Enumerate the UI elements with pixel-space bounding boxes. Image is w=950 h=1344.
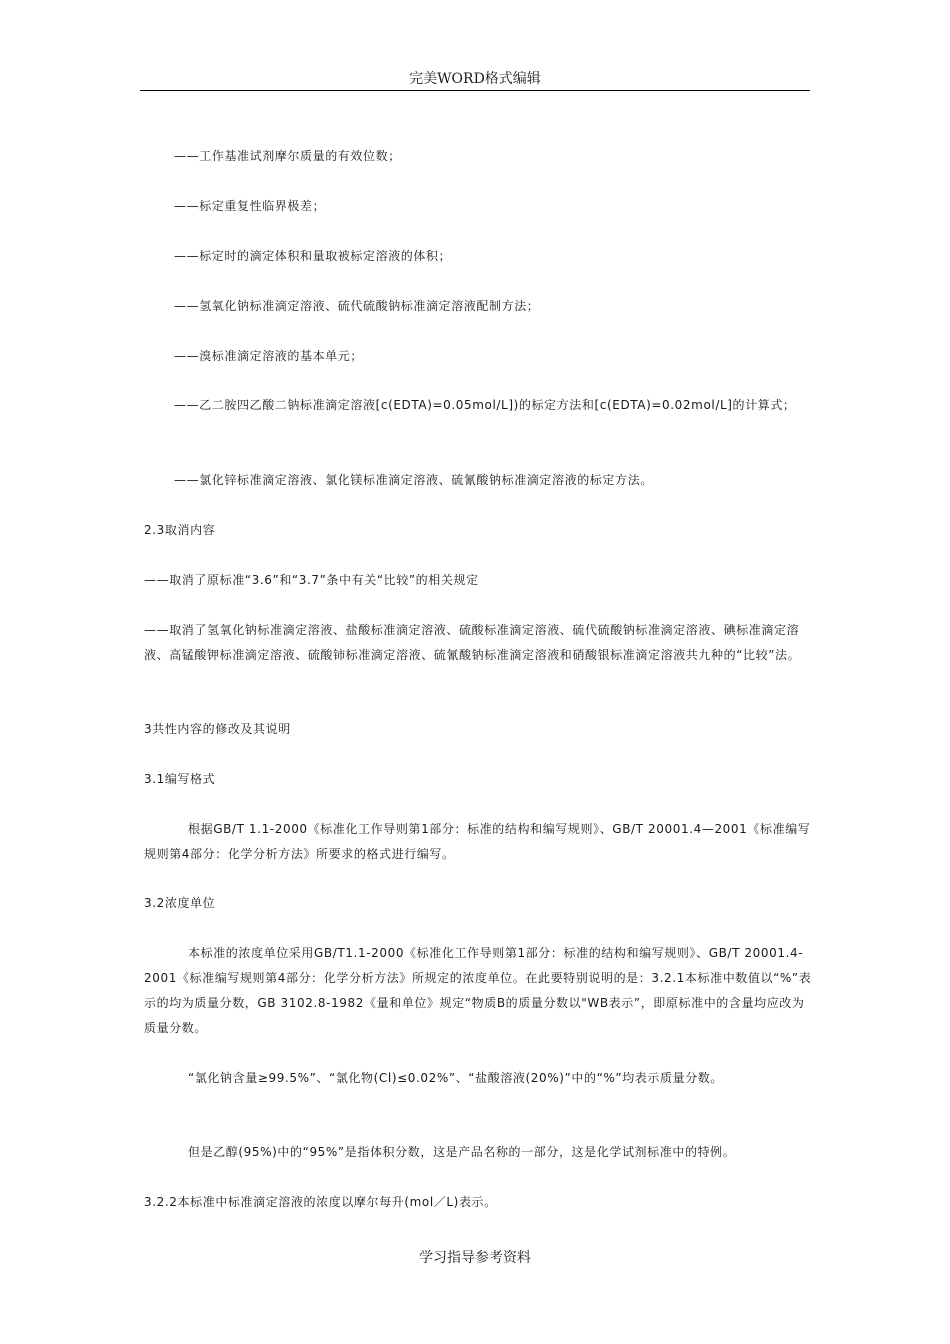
section-heading: 3共性内容的修改及其说明	[144, 722, 291, 736]
list-item: ——工作基准试剂摩尔质量的有效位数；	[174, 149, 401, 163]
header-title: 完美WORD格式编辑	[409, 71, 541, 87]
paragraph: ——取消了原标准“3.6”和“3.7”条中有关“比较”的相关规定	[144, 573, 479, 587]
list-item: ——溴标准滴定溶液的基本单元；	[174, 349, 364, 363]
page-header	[140, 70, 810, 91]
paragraph: 但是乙醇(95%)中的“95%”是指体积分数，这是产品名称的一部分，这是化学试剂标准中的特例。	[188, 1145, 736, 1159]
list-item: ——氢氧化钠标准滴定溶液、硫代硫酸钠标准滴定溶液配制方法；	[174, 299, 540, 313]
paragraph: 根据GB/T 1.1-2000《标准化工作导则第1部分：标准的结构和编写规则》、GB/T 20001.4—2001《标准编写规则第4部分：化学分析方法》所要求的格式进行编写。	[144, 822, 811, 861]
list-item: ——标定重复性临界极差；	[174, 199, 326, 213]
section-heading: 3.1编写格式	[144, 772, 216, 786]
list-item: ——乙二胺四乙酸二钠标准滴定溶液[c(EDTA)=0.05mol/L])的标定方法和[c(EDTA)=0.02mol/L]的计算式；	[174, 398, 796, 412]
section-heading: 3.2浓度单位	[144, 896, 216, 910]
paragraph: “氯化钠含量≥99.5%”、“氯化物(Cl)≤0.02%”、“盐酸溶液(20%)”中的“%”均表示质量分数。	[188, 1071, 724, 1085]
section-heading: 2.3取消内容	[144, 523, 216, 537]
page-footer	[0, 1247, 950, 1267]
paragraph: ——取消了氢氧化钠标准滴定溶液、盐酸标准滴定溶液、硫酸标准滴定溶液、硫代硫酸钠标准滴定溶液、碘标准滴定溶液、高锰酸钾标准滴定溶液、硫酸铈标准滴定溶液、硫氰酸钠标准滴定溶液和硝酸银标准滴定溶液共九种的“比较”法。	[144, 623, 801, 662]
section-heading: 3.2.2本标准中标准滴定溶液的浓度以摩尔每升(mol／L)表示。	[144, 1195, 497, 1209]
footer-text: 学习指导参考资料	[419, 1250, 531, 1266]
list-item: ——标定时的滴定体积和量取被标定溶液的体积；	[174, 249, 452, 263]
paragraph: 本标准的浓度单位采用GB/T1.1-2000《标准化工作导则第1部分：标准的结构和编写规则》、GB/T 20001.4-2001《标准编写规则第4部分：化学分析方法》所规定的浓度单位。在此要特别说明的是：3.2.1本标准中数值以“%”表示的均为质量分数，GB 3102.8-1982《量和单位》规定“物质B的质量分数以"WB表示”，即原标准中的含量均应改为质量分数。	[144, 946, 812, 1035]
list-item: ——氯化锌标准滴定溶液、氯化镁标准滴定溶液、硫氰酸钠标准滴定溶液的标定方法。	[174, 473, 653, 487]
